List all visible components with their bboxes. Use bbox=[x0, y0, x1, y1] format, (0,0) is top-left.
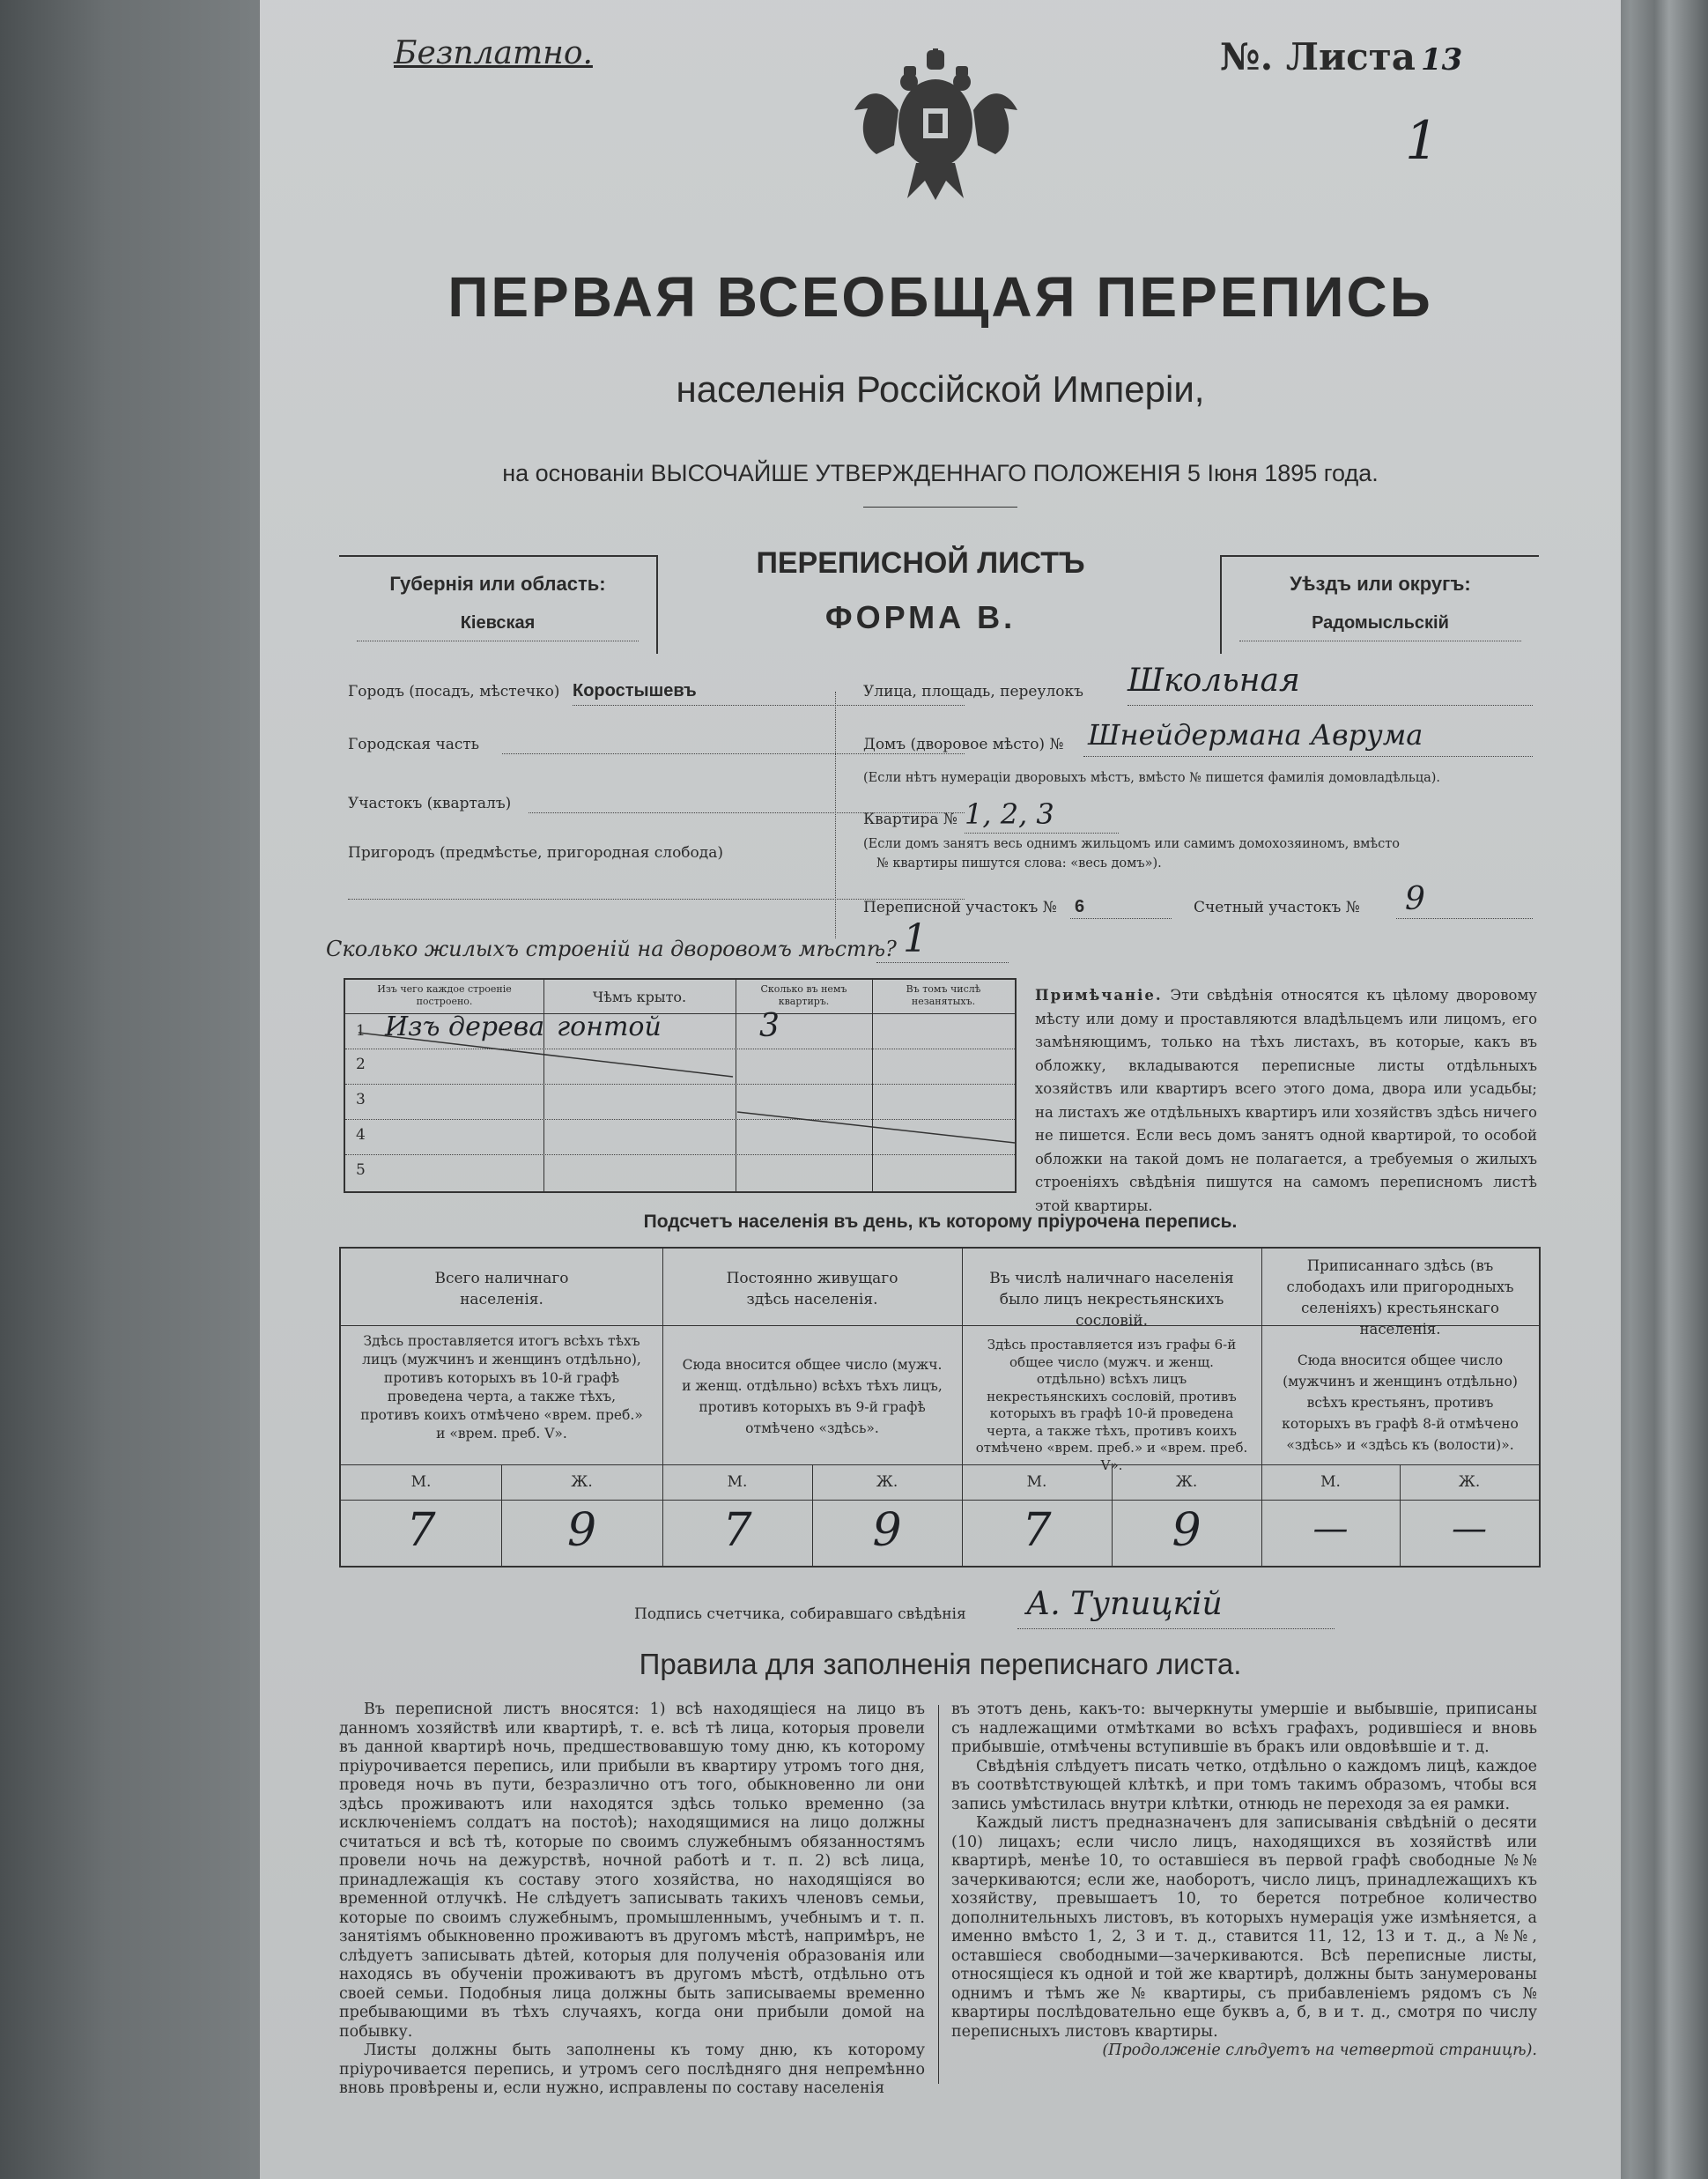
form-title: ФОРМА В. bbox=[824, 599, 1017, 635]
signature-value: А. Тупицкій bbox=[1026, 1586, 1223, 1622]
buildings-row: 1 Изъ дерева гонтой 3 bbox=[356, 1008, 780, 1044]
count-total-zh: 9 bbox=[566, 1504, 597, 1557]
count-total-m: 7 bbox=[406, 1504, 436, 1557]
strike-lines bbox=[345, 980, 1015, 1191]
rules-left-para-2: Листы должны быть заполнены къ тому дню, къ которому пріурочивается перепись, и утромъ сего послѣдняго дня непремѣнно вновь провѣрены и, если нужно, исправлены по составу населенія bbox=[339, 2042, 925, 2097]
double-headed-eagle-icon bbox=[846, 48, 1026, 203]
apartment-value: 1, 2, 3 bbox=[965, 797, 1054, 831]
sheet-title: ПЕРЕПИСНОЙ ЛИСТЪ bbox=[756, 546, 1085, 580]
buildings-question: Сколько жилыхъ строеній на дворовомъ мѣстѣ? bbox=[326, 937, 897, 961]
street-value: Школьная bbox=[1128, 663, 1300, 699]
building-apartments: 3 bbox=[759, 1008, 780, 1044]
district-value: Радомысльскій bbox=[1312, 613, 1449, 633]
house-value: Шнейдермана Аврума bbox=[1088, 718, 1423, 752]
district-box bbox=[1220, 555, 1539, 654]
province-label: Губернія или область: bbox=[389, 573, 606, 595]
archive-number: 1 bbox=[1405, 110, 1439, 172]
rules-title: Правила для заполненія переписнаго листа. bbox=[639, 1648, 1242, 1680]
street-label: Улица, площадь, переулокъ bbox=[863, 683, 1083, 700]
census-basis: на основаніи ВЫСОЧАЙШЕ УТВЕРЖДЕННАГО ПОЛОЖЕНІЯ 5 Іюня 1895 года. bbox=[502, 460, 1379, 486]
buildings-header-roof: Чѣмъ крыто. bbox=[592, 989, 687, 1005]
building-roof: гонтой bbox=[557, 1012, 662, 1042]
m-label: М. bbox=[410, 1473, 432, 1491]
province-box bbox=[339, 555, 658, 654]
count-permanent-zh: 9 bbox=[872, 1504, 902, 1557]
rules-right-column bbox=[951, 1701, 1537, 2061]
building-material: Изъ дерева bbox=[385, 1012, 545, 1042]
zh-label: Ж. bbox=[1175, 1473, 1198, 1491]
count-district-value: 9 bbox=[1405, 881, 1425, 917]
census-title: ПЕРВАЯ ВСЕОБЩАЯ ПЕРЕПИСЬ bbox=[447, 265, 1433, 329]
count-title: Подсчетъ населенія въ день, къ которому пріурочена перепись. bbox=[643, 1212, 1238, 1232]
book-page-edges bbox=[1611, 0, 1708, 2179]
buildings-row: 2 bbox=[356, 1056, 366, 1073]
count-district-label: Счетный участокъ № bbox=[1194, 899, 1360, 916]
precinct-label: Участокъ (кварталъ) bbox=[348, 795, 512, 812]
census-form-page bbox=[260, 0, 1621, 2179]
title-divider bbox=[863, 507, 1017, 508]
rules-right-para-1: въ этотъ день, какъ-то: вычеркнуты умершіе и выбывшіе, приписаны съ надлежащими отмѣтками во всѣхъ графахъ, родившіеся и вновь прибывшіе, отмѣчены вступившіе въ бракъ или овдовѣвшіе и т. д. bbox=[951, 1701, 1537, 1756]
buildings-row: 5 bbox=[356, 1161, 366, 1179]
count-col-permanent-desc: Сюда вносится общее число (мужч. и женщ. отдѣльно) всѣхъ тѣхъ лицъ, противъ которыхъ въ 9-й графѣ отмѣчено «здѣсь». bbox=[682, 1357, 943, 1436]
rules-continued: (Продолженіе слѣдуетъ на четвертой страницѣ). bbox=[1102, 2042, 1537, 2059]
rules-right-para-2: Свѣдѣнія слѣдуетъ писать четко, отдѣльно о каждомъ лицѣ, каждое въ соотвѣтствующей клѣткѣ, и при томъ такимъ образомъ, чтобы вся запись умѣстилась внутри клѣтки, отнюдь не переходя за ея рамки. bbox=[951, 1757, 1537, 1813]
count-col-nonpeasant-desc: Здѣсь проставляется изъ графы 6-й общее число (мужч. и женщ. отдѣльно) всѣхъ лицъ некрестьянскихъ сословій, противъ которыхъ въ графѣ 10-й проведена черта, а также тѣхъ, противъ коихъ отмѣчено «врем. преб.» и «врем. преб. V». bbox=[975, 1337, 1248, 1473]
buildings-answer: 1 bbox=[903, 916, 928, 961]
count-peasant-m: — bbox=[1312, 1508, 1349, 1549]
census-subtitle: населенія Россійской Имперіи, bbox=[676, 368, 1205, 410]
rules-left-para-1: Въ переписной листъ вносятся: 1) всѣ находящіеся на лицо въ данномъ хозяйствѣ или квартирѣ, т. е. всѣ тѣ лица, которыя провели въ данной квартирѣ ночь, предшествовавшую тому дню, къ которому пріурочивается перепись, или прибыли въ квартиру утромъ того дня, проведя ночь въ пути, безразлично отъ того, обыкновенно ли они здѣсь проживаютъ или находятся здѣсь только временно (за исключеніемъ солдатъ на постоѣ); находящимися на лицо должны считаться и всѣ тѣ, которые по своимъ служебнымъ обязанностямъ провели ночь на дежурствѣ, ночной работѣ и т. п. 2) всѣ лица, принадлежащія къ составу этого хозяйства, но находящіяся во временной отлучкѣ. Не слѣдуетъ записывать такихъ членовъ семьи, которые по своимъ служебнымъ, промышленнымъ, учебнымъ и т. п. занятіямъ обыкновенно проживаютъ въ другомъ мѣстѣ, напримѣръ, не слѣдуетъ записывать дѣтей, которыя для полученія образованія или находясь въ обученіи проживаютъ въ другомъ мѣстѣ, отдѣльно отъ своей семьи. Подобныя лица должны быть записываемы временно пребывающими въ тѣхъ случаяхъ, когда они прибыли домой на побывку. bbox=[339, 1701, 925, 2041]
address-divider bbox=[835, 692, 836, 938]
buildings-note: Примѣчаніе. Эти свѣдѣнія относятся къ цѣлому дворовому мѣсту или дому и проставляются владѣльцемъ или лицомъ, его замѣняющимъ, только на тѣхъ листахъ, въ которые, какъ въ обложку, вкладываются переписные листы отдѣльныхъ хозяйствъ или квартиръ всего этого дома, двора или усадьбы; на листахъ же отдѣльныхъ квартиръ или хозяйствъ здѣсь ничего не пишется. Если весь домъ занятъ одной квартирой, то особой обложки на такой домъ не полагается, а требуемыя о жилыхъ строеніяхъ свѣдѣнія пишутся на самомъ переписномъ листѣ этой квартиры. bbox=[1035, 987, 1537, 1214]
city-part-label: Городская часть bbox=[348, 736, 480, 753]
rules-column-divider bbox=[938, 1705, 939, 2084]
count-col-permanent-head: Постоянно живущаго здѣсь населенія. bbox=[726, 1270, 898, 1308]
sheet-number-value: 13 bbox=[1421, 42, 1463, 78]
m-label: М. bbox=[1026, 1473, 1047, 1491]
house-label: Домъ (дворовое мѣсто) № bbox=[863, 736, 1064, 753]
sheet-number-label: №. Листа 13 bbox=[1220, 35, 1463, 78]
buildings-header-vacant: Въ томъ числѣ незанятыхъ. bbox=[906, 983, 981, 1007]
count-permanent-m: 7 bbox=[722, 1504, 752, 1557]
house-note: (Если нѣтъ нумераціи дворовыхъ мѣстъ, вмѣсто № пишется фамилія домовладѣльца). bbox=[863, 771, 1441, 785]
buildings-header-material: Изъ чего каждое строеніе построено. bbox=[377, 983, 512, 1007]
zh-label: Ж. bbox=[876, 1473, 898, 1491]
free-label: Безплатно. bbox=[394, 35, 593, 71]
book-left-edge bbox=[0, 0, 264, 2179]
zh-label: Ж. bbox=[1458, 1473, 1481, 1491]
count-peasant-zh: — bbox=[1452, 1508, 1487, 1549]
rules-left-column bbox=[339, 1701, 925, 2099]
count-col-total-desc: Здѣсь проставляется итогъ всѣхъ тѣхъ лицъ (мужчинъ и женщинъ отдѣльно), противъ которыхъ въ 10-й графѣ проведена черта, а также тѣхъ, противъ коихъ отмѣчено «врем. преб.» и «врем. преб. V». bbox=[360, 1333, 643, 1442]
suburb-label: Пригородъ (предмѣстье, пригородная слобода) bbox=[348, 844, 724, 862]
count-col-peasant-head: Приписаннаго здѣсь (въ слободахъ или пригородныхъ селеніяхъ) крестьянскаго населенія. bbox=[1286, 1257, 1514, 1338]
m-label: М. bbox=[727, 1473, 748, 1491]
buildings-row: 4 bbox=[356, 1126, 366, 1144]
rules-right-para-3: Каждый листъ предназначенъ для записыванія свѣдѣній о десяти (10) лицахъ; если число лицъ, находящихся въ хозяйствѣ или квартирѣ, менѣе 10, то оставшіеся въ первой графѣ свободные №№ зачеркиваются; если же, наоборотъ, число лицъ, принадлежащихъ къ хозяйству, превышаетъ 10, то берется потребное количество дополнительныхъ листовъ, въ которыхъ нумерація уже измѣняется, а именно вмѣсто 1, 2, 3 и т. д., ставится 11, 12, 13 и т. д., а №№, оставшіеся свободными—зачеркиваются. Всѣ переписные листы, относящіеся къ одной и той же квартирѣ, должны быть занумерованы однимъ и тѣмъ же № квартиры, съ прибавленіемъ рядомъ съ № квартиры послѣдовательно еще буквъ а, б, в и т. д., смотря по числу переписныхъ листовъ квартиры. bbox=[951, 1814, 1537, 2041]
buildings-header-apartments: Сколько въ немъ квартиръ. bbox=[760, 983, 847, 1007]
province-value: Кіевская bbox=[460, 613, 536, 633]
apartment-note-2: № квартиры пишутся слова: «весь домъ»). bbox=[876, 856, 1162, 871]
count-table bbox=[339, 1247, 1541, 1568]
town-value: Коростышевъ bbox=[573, 681, 697, 700]
buildings-table bbox=[344, 978, 1017, 1193]
zh-label: Ж. bbox=[571, 1473, 593, 1491]
apartment-note-1: (Если домъ занятъ весь однимъ жильцомъ или самимъ домохозяиномъ, вмѣсто bbox=[863, 837, 1401, 851]
town-label: Городъ (посадъ, мѣстечко) bbox=[348, 683, 560, 700]
apartment-label: Квартира № bbox=[863, 811, 958, 828]
buildings-row: 3 bbox=[356, 1091, 366, 1108]
district-label: Уѣздъ или округъ: bbox=[1290, 573, 1471, 595]
count-col-peasant-desc: Сюда вносится общее число (мужчинъ и женщинъ отдѣльно) всѣхъ крестьянъ, противъ которыхъ въ графѣ 8-й отмѣчено «здѣсь» и «здѣсь къ (волости)». bbox=[1282, 1353, 1519, 1453]
count-col-nonpeasant-head: Въ числѣ наличнаго населенія было лицъ некрестьянскихъ сословій. bbox=[989, 1270, 1234, 1330]
count-col-total-head: Всего наличнаго населенія. bbox=[434, 1270, 569, 1308]
m-label: М. bbox=[1320, 1473, 1341, 1491]
count-nonpeasant-zh: 9 bbox=[1172, 1504, 1202, 1557]
count-nonpeasant-m: 7 bbox=[1022, 1504, 1052, 1557]
census-district-label: Переписной участокъ № bbox=[863, 899, 1057, 916]
signature-label: Подпись счетчика, собиравшаго свѣдѣнія bbox=[634, 1605, 966, 1623]
census-district-value: 6 bbox=[1075, 897, 1085, 916]
